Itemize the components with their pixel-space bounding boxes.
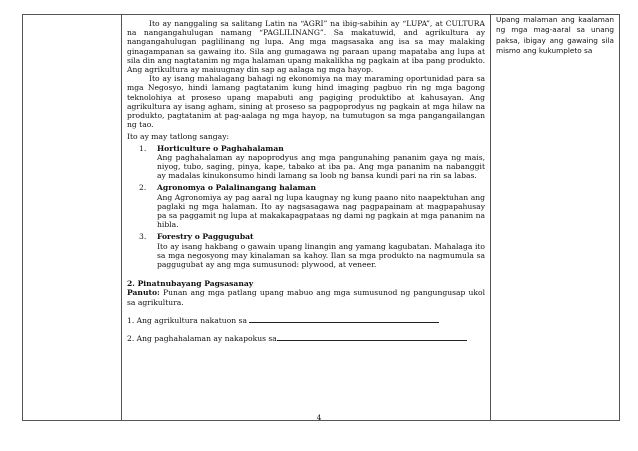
branch-description: Ang paghahalaman ay napoprodyus ang mga pangunahing pananim gaya ng mais, niyog, tubo, saging, pinya, kape, tabako at iba pa. Ang mga pananim na nabanggit ay madalas kinukonsumo hindi lamang sa loob ng bansa kundi pari na rin sa labas.	[157, 152, 485, 181]
instructions	[127, 288, 485, 306]
left-column-cell	[23, 15, 122, 421]
section-title: 2. Pinatnubayang Pagsasanay	[127, 279, 254, 289]
teacher-note: Upang malaman ang kaalaman ng mga mag-aaral sa unang paksa, ibigay ang gawaing sila mismo ang kukumpleto sa	[496, 15, 614, 56]
exercise-item-text: 1. Ang agrikultura nakatuon sa	[127, 315, 250, 325]
exercise-item-1	[127, 315, 485, 325]
branch-title: Horticulture o Paghahalaman	[157, 143, 284, 153]
instructions-text: Punan ang mga patlang upang mabuo ang mga sumusunod ng pangungusap ukol sa agrikultura.	[127, 288, 485, 307]
page-number: 4	[316, 413, 322, 422]
branch-title: Agronomya o Palalinangang halaman	[157, 183, 316, 193]
lesson-row	[23, 15, 620, 421]
content-body	[122, 15, 490, 345]
branch-description: Ito ay isang hakbang o gawain upang linangin ang yamang kagubatan. Mahalaga ito sa mga negosyong may kinalaman sa kahoy. Ilan sa mga produkto na nagmumula sa paggugubat ay ang mga sumusunod: plywood, at veneer.	[157, 241, 485, 270]
list-item	[127, 144, 485, 181]
economy-paragraph: Ito ay isang mahalagang bahagi ng ekonomiya na may maraming oportunidad para sa mga Negosyo, hindi lamang pagtatanim kung hind imaging pagbuo rin ng mga bagong teknolohiya at proseso upang mapabuti ang pagiging produktibo at kahusayan. Ang agrikultura ay isang agham, sining at proseso sa pagpoprodyus ng pagkain at mga hilaw na produkto, pagtatanim at pag-aalaga ng mga hayop, na tumutugon sa mga pangangailangan ng tao.	[127, 74, 485, 130]
branches-list	[127, 144, 485, 270]
branch-number: 1.	[139, 143, 147, 153]
branch-description: Ang Agronomiya ay pag aaral ng lupa kaugnay ng kung paano nito naapektuhan ang paglaki ng mga halaman. Ito ay nagsasagawa nag pagpapainam at magpapahusay pa sa paggamit ng lupa at makakapagpataas ng dami ng pagkain at mga pananim na hibla.	[157, 192, 485, 230]
branch-title: Forestry o Paggugubat	[157, 232, 254, 242]
list-item	[127, 232, 485, 269]
branch-number: 3.	[139, 232, 147, 242]
branch-number: 2.	[139, 183, 147, 193]
fill-in-blank[interactable]	[277, 333, 467, 341]
fill-in-blank[interactable]	[249, 315, 439, 323]
list-item	[127, 183, 485, 229]
intro-paragraph: Ito ay nanggaling sa salitang Latin na “AGRI” na ibig-sabihin ay “LUPA”, at CULTURA na nangangahulugan namang “PAGLILINANG”. Sa makatuwid, and agrikultura ay nangangahulugan paglilinang ng lupa. Ang mga magsasaka ang isa sa may malaking ginagampanan sa gawaing ito. Sila ang gumagawa ng paraan upang mapataba ang lupa at sila din ang nagtatanim ng mga halaman upang makalikha ng pagkain at iba pang produkto. Ang agrikultura ay maiuugnay din sap ag aalaga ng mga hayop.	[127, 19, 485, 75]
exercise-item-2	[127, 333, 485, 343]
instructions-label: Panuto:	[127, 288, 160, 298]
notes-column-cell	[491, 15, 620, 421]
content-column-cell	[122, 15, 491, 421]
lesson-table	[22, 14, 620, 421]
branches-intro: Ito ay may tatlong sangay:	[127, 132, 230, 142]
exercise-item-text: 2. Ang paghahalaman ay nakapokus sa	[127, 334, 277, 344]
